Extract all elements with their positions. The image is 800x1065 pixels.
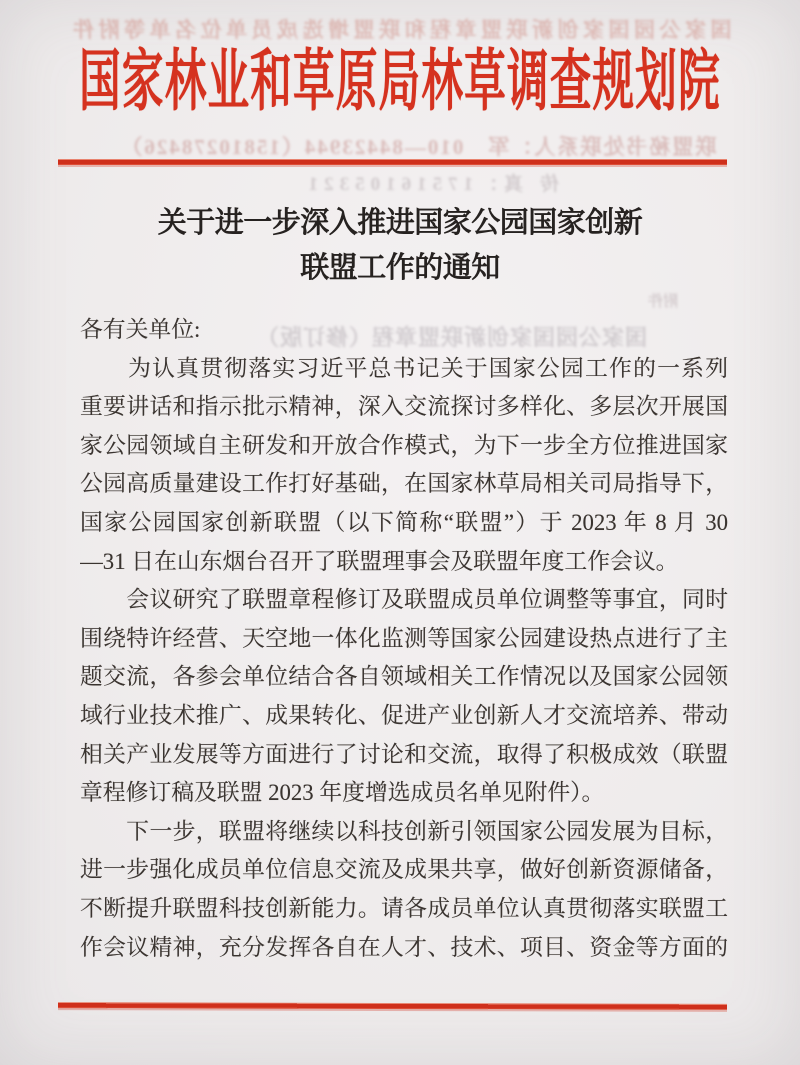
body-text-line: 下一步，联盟将继续以科技创新引领国家公园发展为目标，	[80, 818, 728, 844]
body-text-line: 家公园领域自主研发和开放合作模式，为下一步全方位推进国家	[80, 432, 728, 458]
body-text-line: 域行业技术推广、成果转化、促进产业创新人才交流培养、带动	[80, 702, 728, 728]
document-title-line2: 联盟工作的通知	[300, 252, 500, 284]
body-text-line: 公园高质量建设工作打好基础，在国家林草局相关司局指导下，	[80, 471, 728, 497]
body-text-line: 为认真贯彻落实习近平总书记关于国家公园工作的一系列	[80, 355, 728, 381]
bleedthrough-top-text: 国家公园国家创新联盟章程和联盟增选成员单位名单等附件	[68, 18, 732, 42]
body-text-line: 相关产业发展等方面进行了讨论和交流，取得了积极成效（联盟	[80, 741, 728, 767]
body-text-line: 章程修订稿及联盟 2023 年度增选成员名单见附件）。	[80, 780, 605, 806]
body-text-line: 不断提升联盟科技创新能力。请各成员单位认真贯彻落实联盟工	[80, 895, 728, 921]
body-text-line: 进一步强化成员单位信息交流及成果共享，做好创新资源储备，	[80, 857, 728, 883]
header-red-rule	[58, 159, 727, 165]
body-text-line: 重要讲话和指示批示精神，深入交流探讨多样化、多层次开展国	[80, 394, 728, 420]
bleedthrough-corner-text: 附件	[648, 294, 679, 310]
footer-red-rule	[58, 1002, 727, 1010]
bleedthrough-charter-text: 国家公园国家创新联盟章程（修订版）	[256, 325, 648, 350]
body-text-line: 国家公园国家创新联盟（以下简称“联盟”）于 2023 年 8 月 30	[80, 509, 728, 535]
letterhead-org-name: 国家林业和草原局林草调查规划院	[79, 45, 721, 119]
body-text-line: 围绕特许经营、天空地一体化监测等国家公园建设热点进行了主	[80, 625, 728, 651]
document-title	[0, 201, 800, 291]
body-text-line: 题交流，各参会单位结合各自领域相关工作情况以及国家公园领	[80, 664, 728, 690]
body-text-line: 作会议精神，充分发挥各自在人才、技术、项目、资金等方面的	[80, 934, 728, 960]
document-body	[80, 311, 728, 967]
body-text-line: 各有关单位:	[80, 317, 201, 342]
body-text-line: 会议研究了联盟章程修订及联盟成员单位调整等事宜，同时	[80, 587, 728, 613]
body-text-line: —31 日在山东烟台召开了联盟理事会及联盟年度工作会议。	[80, 548, 679, 574]
bleedthrough-fax-text: 传 真：17516105321	[302, 174, 559, 195]
document-title-line1: 关于进一步深入推进国家公园国家创新	[157, 207, 643, 239]
bleedthrough-contact-text: 联盟秘书处联系人：军 010—84423944（15810278426）	[119, 135, 717, 159]
